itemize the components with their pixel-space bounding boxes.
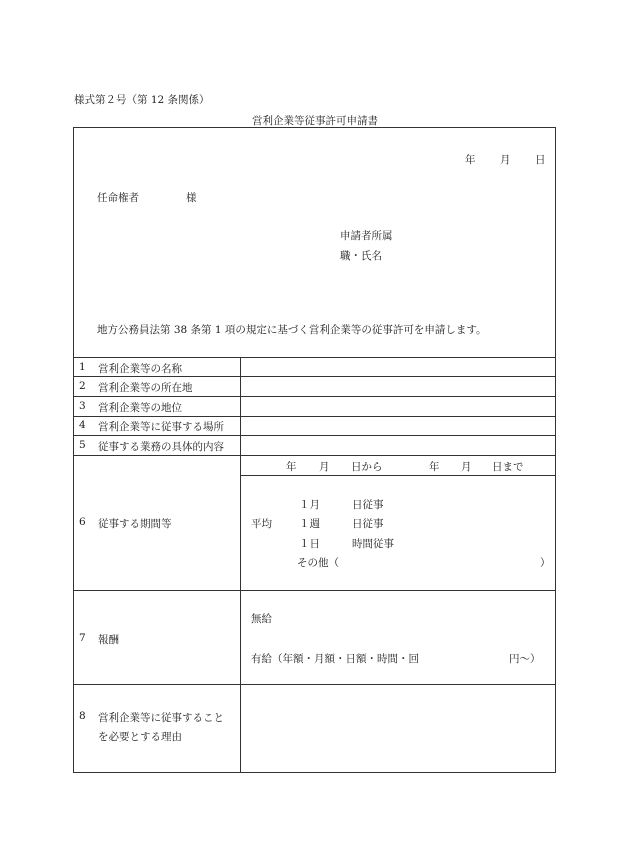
row-divider bbox=[73, 435, 556, 436]
item-label: 営利企業等に従事すること bbox=[98, 712, 224, 724]
item-number: 6 bbox=[79, 516, 86, 528]
honorific: 様 bbox=[186, 192, 197, 204]
period-to-day: 日まで bbox=[492, 461, 524, 473]
per-day-value: 時間従事 bbox=[352, 538, 394, 550]
application-statement: 地方公務員法第 38 条第 1 項の規定に基づく営利企業等の従事許可を申請します。 bbox=[97, 324, 487, 336]
other-open: その他（ bbox=[297, 557, 339, 569]
item-label: 営利企業等に従事する場所 bbox=[98, 421, 224, 433]
item-label: 報酬 bbox=[98, 634, 119, 646]
row-divider bbox=[73, 590, 556, 591]
item-label: 営利企業等の名称 bbox=[98, 363, 182, 375]
item-number: 1 bbox=[79, 361, 86, 373]
document-title: 営利企業等従事許可申請書 bbox=[252, 115, 378, 127]
date-year-label: 年 bbox=[465, 154, 476, 166]
column-divider bbox=[240, 357, 241, 773]
paid-amount-end: 円～） bbox=[509, 653, 541, 665]
per-week-value: 日従事 bbox=[352, 518, 384, 530]
per-month-value: 日従事 bbox=[352, 499, 384, 511]
row-divider bbox=[73, 684, 556, 685]
applicant-affiliation: 申請者所属 bbox=[340, 230, 393, 242]
item-number: 3 bbox=[79, 400, 86, 412]
average-label: 平均 bbox=[251, 518, 272, 530]
period-to-year: 年 bbox=[429, 461, 440, 473]
item-label-continued: を必要とする理由 bbox=[98, 731, 182, 743]
item-number: 2 bbox=[79, 380, 86, 392]
per-day-unit: １日 bbox=[299, 538, 320, 550]
date-day-label: 日 bbox=[535, 154, 546, 166]
form-number: 様式第２号（第 12 条関係） bbox=[74, 94, 210, 106]
item-label: 営利企業等の所在地 bbox=[98, 382, 193, 394]
row-divider bbox=[73, 416, 556, 417]
item-number: 7 bbox=[79, 632, 86, 644]
item-label: 営利企業等の地位 bbox=[98, 402, 182, 414]
appointing-authority-label: 任命権者 bbox=[97, 192, 139, 204]
item-number: 5 bbox=[79, 439, 86, 451]
item-number: 8 bbox=[79, 710, 86, 722]
per-month-unit: １月 bbox=[299, 499, 320, 511]
period-from-month: 月 bbox=[319, 461, 330, 473]
other-close: ） bbox=[540, 557, 551, 569]
period-subdivider bbox=[240, 475, 556, 476]
period-from-day: 日から bbox=[351, 461, 383, 473]
period-to-month: 月 bbox=[461, 461, 472, 473]
applicant-position-name: 職・氏名 bbox=[340, 250, 382, 262]
unpaid-label: 無給 bbox=[251, 613, 272, 625]
item-number: 4 bbox=[79, 419, 86, 431]
date-month-label: 月 bbox=[500, 154, 511, 166]
item-label: 従事する業務の具体的内容 bbox=[98, 441, 224, 453]
per-week-unit: １週 bbox=[299, 518, 320, 530]
row-divider bbox=[73, 376, 556, 377]
row-divider bbox=[73, 357, 556, 358]
row-divider bbox=[73, 455, 556, 456]
item-label: 従事する期間等 bbox=[98, 518, 172, 530]
paid-label: 有給（年額・月額・日額・時間・回 bbox=[251, 653, 419, 665]
row-divider bbox=[73, 396, 556, 397]
period-from-year: 年 bbox=[286, 461, 297, 473]
